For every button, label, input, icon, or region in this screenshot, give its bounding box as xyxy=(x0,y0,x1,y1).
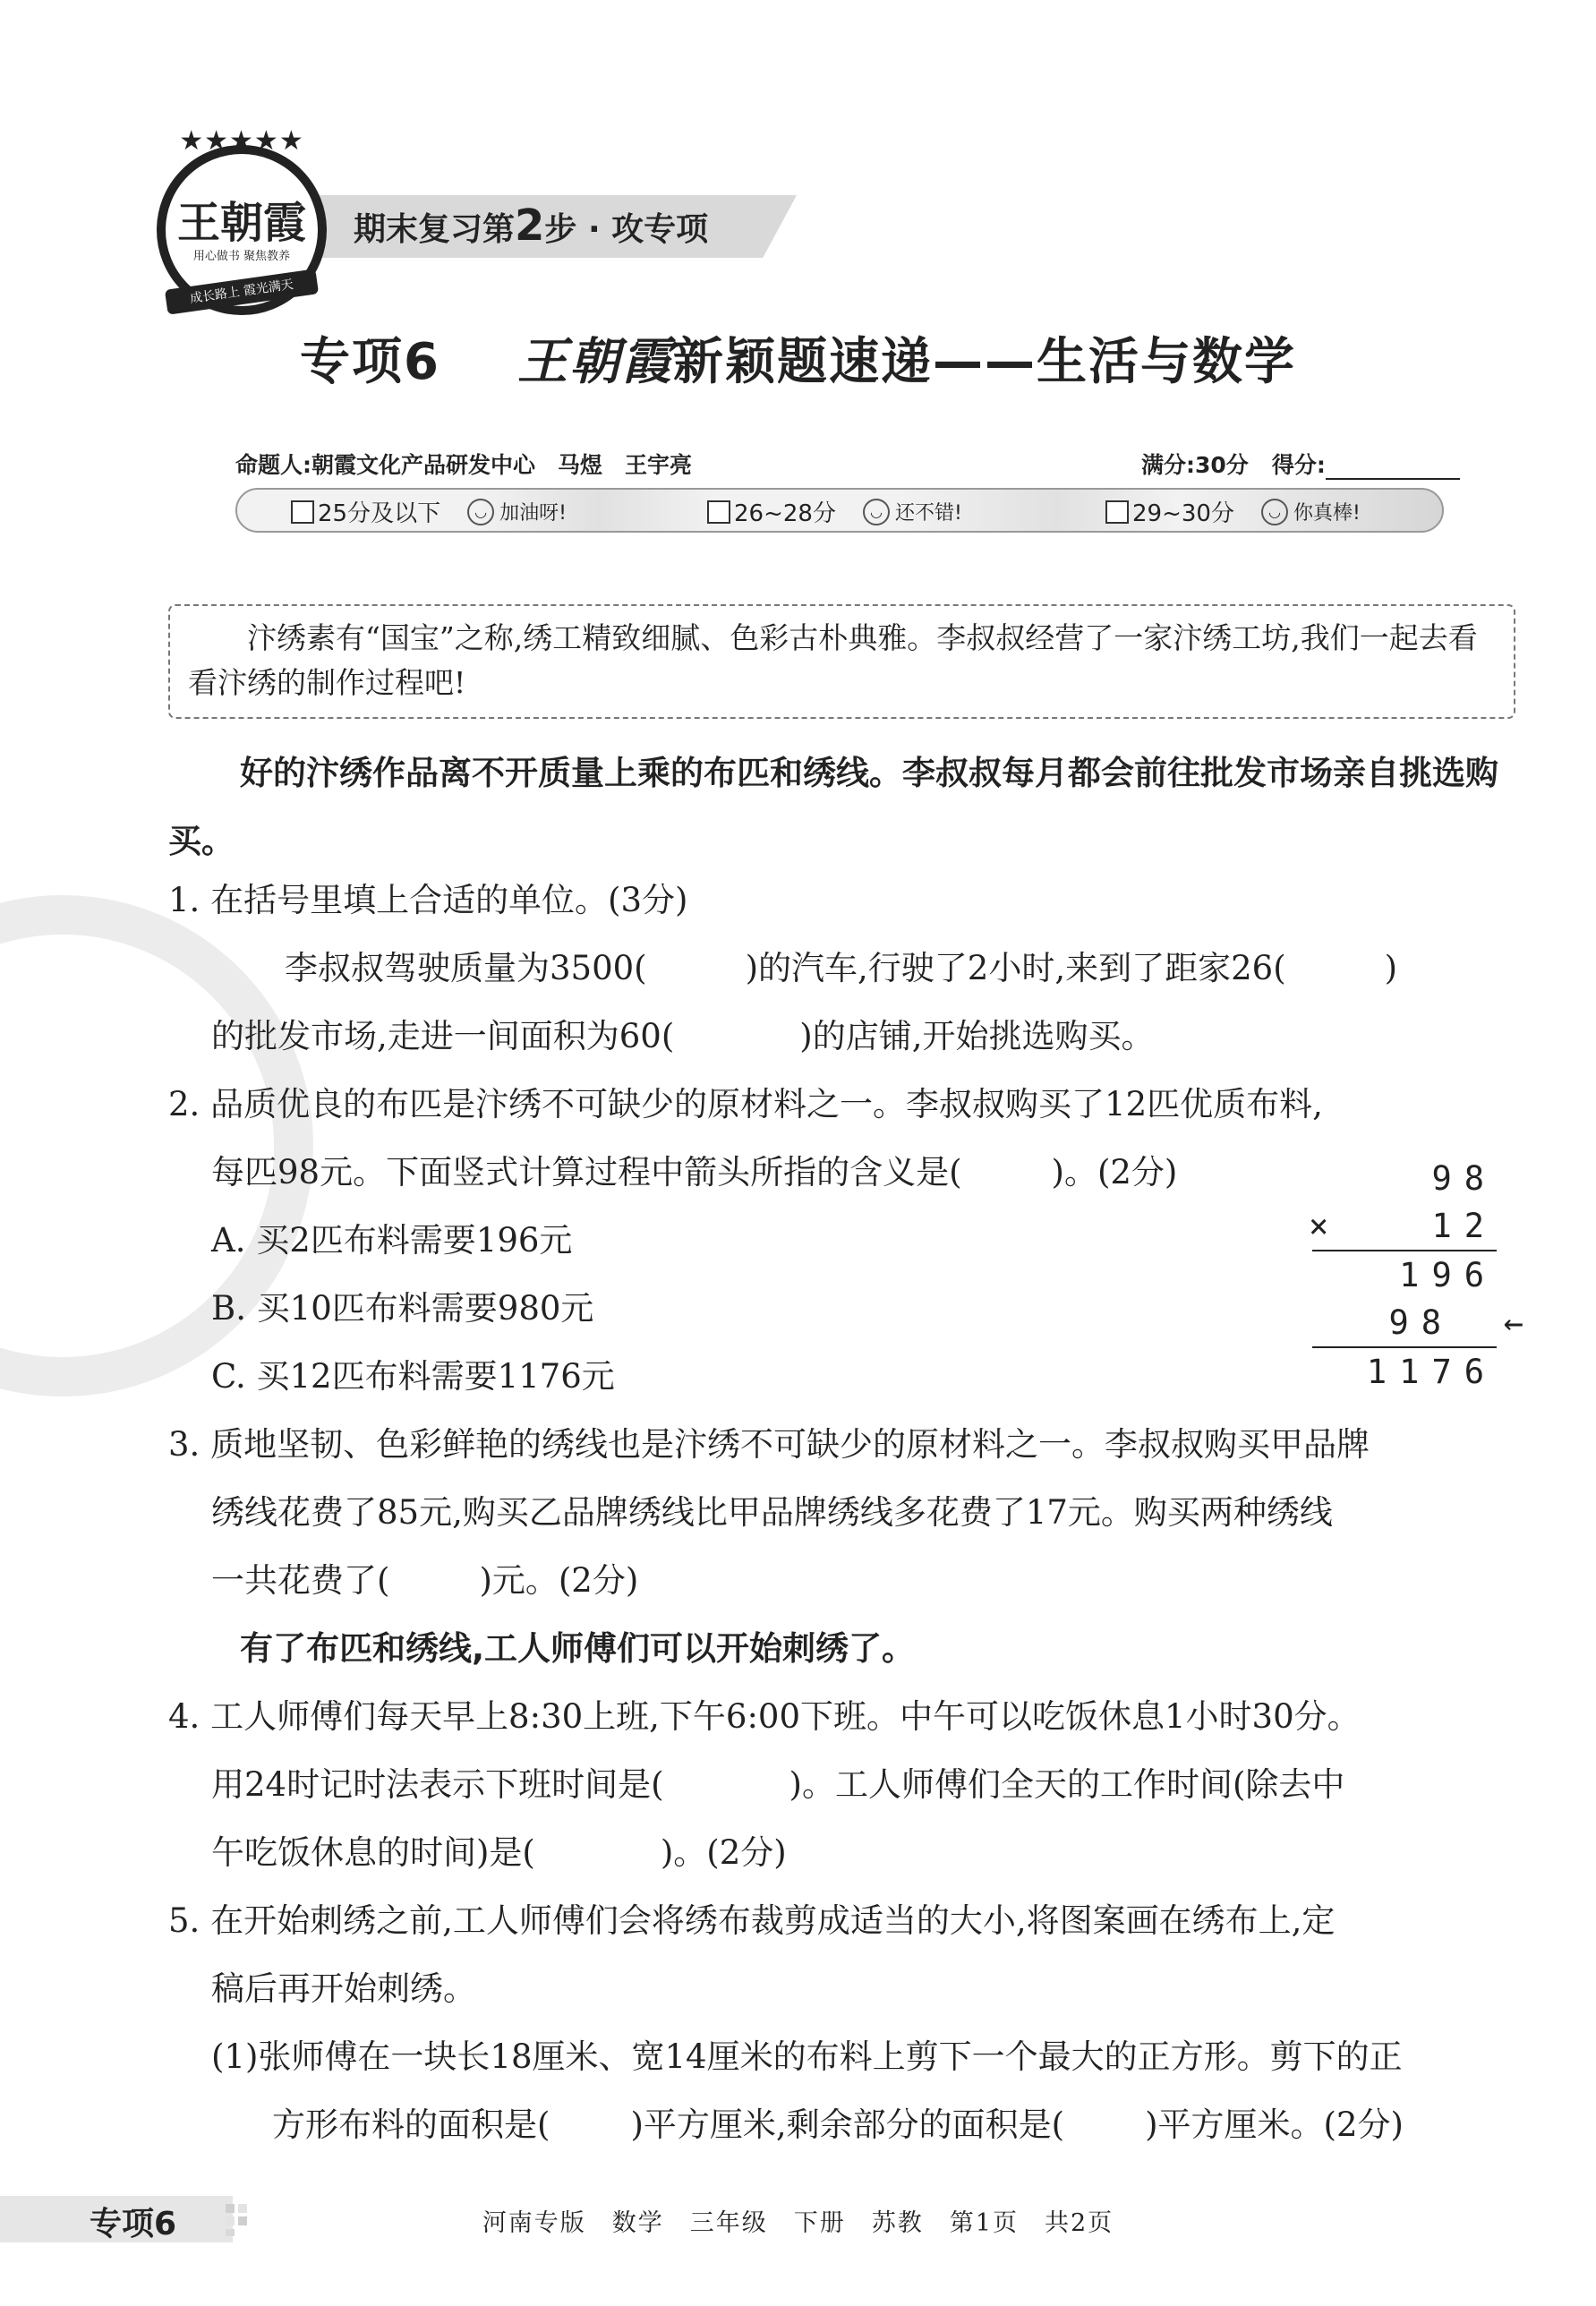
section-lead-2: 有了布匹和绣线,工人师傅们可以开始刺绣了。 xyxy=(240,1629,916,1668)
stage-suffix: 步 · 攻专项 xyxy=(544,211,709,248)
stage-label xyxy=(354,201,708,251)
text: 午吃饭休息的时间)是( xyxy=(211,1833,535,1872)
score-label: 得分: xyxy=(1271,452,1326,478)
question-5-sub-1-line-1: (1)张师傅在一块长18厘米、宽14厘米的布料上剪下一个最大的正方形。剪下的正 xyxy=(211,2037,1403,2076)
vertical-calculation xyxy=(1309,1155,1523,1396)
text: )的店铺,开始挑选购买。 xyxy=(799,1017,1155,1055)
question-4-line-1: 4. 工人师傅们每天早上8:30上班,下午6:00下班。中午可以吃饭休息1小时30分。 xyxy=(168,1697,1361,1736)
question-4-line-2 xyxy=(211,1751,1344,1819)
arrow-left-icon: ← xyxy=(1503,1303,1523,1342)
title-brand-logo: 王朝霞 xyxy=(516,332,673,391)
rating-checkbox[interactable] xyxy=(291,500,314,524)
rating-range: 26~28分 xyxy=(734,500,836,527)
calc-multiplier-row xyxy=(1309,1202,1497,1250)
text: )。(2分) xyxy=(660,1833,787,1872)
title-main: 新颖题速递——生活与数学 xyxy=(672,333,1296,391)
section-lead-1: 好的汴绣作品离不开质量上乘的布匹和绣线。李叔叔每月都会前往批发市场亲自挑选购买。 xyxy=(168,754,1498,860)
badge-tagline: 用心做书 聚焦教养 xyxy=(192,250,291,263)
title-prefix: 专项6 xyxy=(300,333,440,391)
text: )平方厘米。(2分) xyxy=(1145,2105,1404,2144)
score-info xyxy=(1141,448,1460,480)
rating-range: 25分及以下 xyxy=(318,500,441,527)
question-3-line-2: 绣线花费了85元,购买乙品牌绣线比甲品牌绣线多花费了17元。购买两种绣线 xyxy=(211,1493,1333,1532)
author-line: 命题人:朝霞文化产品研发中心 马煜 王宇亮 xyxy=(235,452,692,478)
rating-option-1 xyxy=(291,495,567,528)
face-icon: ◡ xyxy=(1261,499,1288,525)
page-title xyxy=(0,322,1596,394)
text: 的批发市场,走进一间面积为60( xyxy=(211,1017,675,1055)
multiply-sign: × xyxy=(1309,1207,1342,1245)
question-5-line-1: 5. 在开始刺绣之前,工人师傅们会将绣布裁剪成适当的大小,将图案画在绣布上,定 xyxy=(168,1901,1336,1940)
calc-partial-1: 196 xyxy=(1399,1256,1497,1294)
text: 每匹98元。下面竖式计算过程中箭头所指的含义是( xyxy=(211,1153,962,1191)
calc-product: 1176 xyxy=(1366,1353,1497,1391)
text: ) xyxy=(1384,949,1398,987)
calc-partial-2 xyxy=(1309,1299,1523,1346)
face-icon: ◡ xyxy=(467,499,494,525)
option-c: C. 买12匹布料需要1176元 xyxy=(211,1357,615,1396)
rating-message: 还不错! xyxy=(894,502,962,525)
question-2-line-2 xyxy=(211,1139,1177,1207)
calc-partial-2-value: 98 xyxy=(1388,1303,1454,1342)
text: 李叔叔驾驶质量为3500( xyxy=(285,949,647,987)
question-1-line-2 xyxy=(211,1003,1154,1071)
rating-message: 你真棒! xyxy=(1293,502,1361,525)
badge-ribbon: 成长路上 霞光满天 xyxy=(165,269,319,314)
stars-icon: ★★★★★ xyxy=(179,125,304,157)
full-score: 满分:30分 xyxy=(1141,452,1249,478)
rating-message: 加油呀! xyxy=(499,502,567,525)
rating-option-3 xyxy=(1105,495,1361,528)
text: )元。(2分) xyxy=(479,1561,639,1600)
question-3-line-1: 3. 质地坚韧、色彩鲜艳的绣线也是汴绣不可缺少的原材料之一。李叔叔购买甲品牌 xyxy=(168,1425,1370,1464)
stage-number: 2 xyxy=(515,201,545,251)
question-3-line-3 xyxy=(211,1547,638,1615)
question-4-line-3 xyxy=(211,1819,787,1887)
option-b: B. 买10匹布料需要980元 xyxy=(211,1289,594,1328)
footer-section-label: 专项6 xyxy=(90,2206,177,2242)
calc-multiplier: 12 xyxy=(1431,1207,1497,1245)
text: 方形布料的面积是( xyxy=(272,2105,550,2144)
text: )。工人师傅们全天的工作时间(除去中 xyxy=(789,1765,1345,1804)
calc-multiplicand: 98 xyxy=(1431,1159,1497,1198)
footer-info: 河南专版 数学 三年级 下册 苏教 第1页 共2页 xyxy=(482,2209,1114,2237)
face-icon: ◡ xyxy=(863,499,890,525)
question-5-line-2: 稿后再开始刺绣。 xyxy=(211,1969,476,2008)
text: 一共花费了( xyxy=(211,1561,390,1600)
score-field[interactable] xyxy=(1326,455,1460,480)
question-1-line-1 xyxy=(285,935,1397,1003)
text: )平方厘米,剩余部分的面积是( xyxy=(630,2105,1065,2144)
question-5-sub-1-line-2 xyxy=(272,2091,1404,2159)
badge-brand: 王朝霞 xyxy=(176,198,306,248)
question-1-stem: 1. 在括号里填上合适的单位。(3分) xyxy=(168,881,688,919)
rating-option-2 xyxy=(707,495,962,528)
question-2-line-1: 2. 品质优良的布匹是汴绣不可缺少的原材料之一。李叔叔购买了12匹优质布料, xyxy=(168,1085,1323,1123)
rating-checkbox[interactable] xyxy=(707,500,730,524)
text: )的汽车,行驶了2小时,来到了距家26( xyxy=(745,949,1286,987)
rating-checkbox[interactable] xyxy=(1105,500,1129,524)
option-a: A. 买2匹布料需要196元 xyxy=(211,1221,573,1260)
rating-range: 29~30分 xyxy=(1132,500,1234,527)
stage-prefix: 期末复习第 xyxy=(354,211,516,248)
text: )。(2分) xyxy=(1051,1153,1178,1191)
text: 用24时记时法表示下班时间是( xyxy=(211,1765,664,1804)
intro-text: 汴绣素有“国宝”之称,绣工精致细腻、色彩古朴典雅。李叔叔经营了一家汴绣工坊,我们一起去看看汴绣的制作过程吧! xyxy=(188,620,1478,700)
